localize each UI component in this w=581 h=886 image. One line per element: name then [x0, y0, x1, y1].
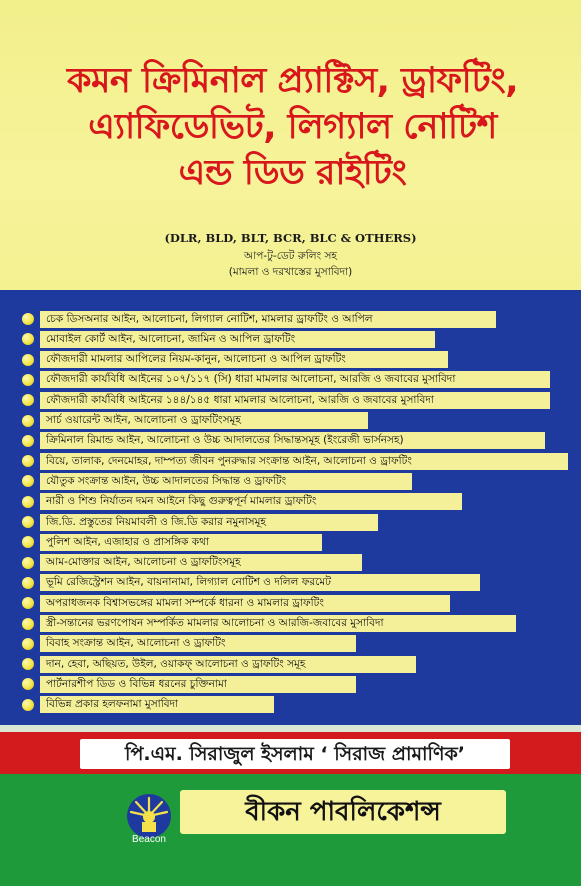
contents-item-text: ফৌজদারী কার্যবিধি আইনের ১৪৪/১৪৫ ধারা মামলার আলোচনা, আরজি ও জবাবের মুসাবিদা	[40, 392, 550, 409]
contents-item	[22, 452, 568, 470]
bullet-icon	[22, 516, 34, 528]
author-name: পি.এম. সিরাজুল ইসলাম ‘ সিরাজ প্রামাণিক’	[80, 739, 510, 769]
contents-item-text: সার্চ ওয়ারেন্ট আইন, আলোচনা ও ড্রাফটিংসমূহ	[40, 412, 368, 429]
bullet-icon	[22, 333, 34, 345]
contents-item	[22, 391, 550, 409]
contents-item	[22, 554, 362, 572]
bullet-icon	[22, 394, 34, 406]
contents-item-text: বিয়ে, তালাক, দেনমোহর, দাম্পত্য জীবন পুনরুদ্ধার সংক্রান্ত আইন, আলোচনা ও ড্রাফটিং	[40, 453, 568, 470]
title-line-1: কমন ক্রিমিনাল প্র্যাক্টিস, ড্রাফটিং,	[66, 61, 519, 101]
logo-caption: Beacon	[132, 834, 166, 845]
bullet-icon	[22, 658, 34, 670]
contents-item-text: আম-মোক্তার আইন, আলোচনা ও ড্রাফটিংসমূহ	[40, 554, 362, 571]
law-reports-subtitle: (DLR, BLD, BLT, BCR, BLC & OTHERS)	[164, 231, 417, 245]
contents-item	[22, 371, 550, 389]
bullet-icon	[22, 618, 34, 630]
contents-item-text: ফৌজদারী কার্যবিধি আইনের ১০৭/১১৭ (সি) ধারা মামলার আলোচনা, আরজি ও জবাবের মুসাবিদা	[40, 371, 550, 388]
contents-item	[22, 635, 356, 653]
title-line-2: এ্যাফিডেভিট, লিগ্যাল নোটিশ	[88, 107, 497, 147]
contents-item	[22, 533, 322, 551]
contents-item-text: বিভিন্ন প্রকার হলফনামা মুসাবিদা	[40, 696, 274, 713]
bullet-icon	[22, 415, 34, 427]
bullet-icon	[22, 435, 34, 447]
bullet-icon	[22, 354, 34, 366]
contents-item	[22, 594, 450, 612]
bullet-icon	[22, 536, 34, 548]
title-line-3: এন্ড ডিড রাইটিং	[178, 153, 407, 193]
bullet-icon	[22, 638, 34, 650]
contents-item-text: স্ত্রী-সন্তানের ভরণপোষন সম্পর্কিত মামলার আলোচনা ও আরজি-জবাবের মুসাবিদা	[40, 615, 516, 632]
contents-item	[22, 655, 416, 673]
contents-item	[22, 675, 356, 693]
bullet-icon	[22, 475, 34, 487]
bullet-icon	[22, 699, 34, 711]
contents-item-text: ফৌজদারী মামলার আপিলের নিয়ম-কানুন, আলোচনা ও আপিল ড্রাফটিং	[40, 351, 448, 368]
contents-item	[22, 574, 480, 592]
contents-item-text: পুলিশ আইন, এজাহার ও প্রাসঙ্গিক কথা	[40, 534, 322, 551]
contents-item	[22, 330, 435, 348]
contents-item-text: অপরাধজনক বিশ্বাসভঙ্গের মামলা সম্পর্কে ধারনা ও মামলার ড্রাফটিং	[40, 595, 450, 612]
contents-item-text: জি.ডি. প্রস্তুতের নিয়মাবলী ও জি.ডি করার নমুনাসমূহ	[40, 514, 378, 531]
bullet-icon	[22, 678, 34, 690]
bullet-icon	[22, 597, 34, 609]
publisher-name: বীকন পাবলিকেশন্স	[180, 790, 506, 834]
contents-item-text: বিবাহ সংক্রান্ত আইন, আলোচনা ও ড্রাফটিং	[40, 635, 356, 652]
contents-item	[22, 615, 516, 633]
contents-item-text: যৌতুক সংক্রান্ত আইন, উচ্চ আদালতের সিদ্ধান্ত ও ড্রাফটিং	[40, 473, 412, 490]
contents-item	[22, 412, 368, 430]
bullet-icon	[22, 557, 34, 569]
contents-item-text: চেক ডিসঅনার আইন, আলোচনা, লিগ্যাল নোটিশ, মামলার ড্রাফটিং ও আপিল	[40, 311, 496, 328]
bullet-icon	[22, 374, 34, 386]
bullet-icon	[22, 455, 34, 467]
contents-item	[22, 351, 448, 369]
contents-item	[22, 310, 496, 328]
drafts-subtitle: (মামলা ও দরখাস্তের মুসাবিদা)	[228, 266, 353, 278]
contents-item-text: মোবাইল কোর্ট আইন, আলোচনা, জামিন ও আপিল ড্রাফটিং	[40, 331, 435, 348]
contents-item-text: ভূমি রেজিস্ট্রেশন আইন, বায়নানামা, লিগ্যাল নোটিশ ও দলিল ফরমেট	[40, 574, 480, 591]
contents-item	[22, 696, 274, 714]
contents-item	[22, 432, 545, 450]
contents-item-text: নারী ও শিশু নির্যাতন দমন আইনে কিছু গুরুত্বপূর্ন মামলার ড্রাফটিং	[40, 493, 462, 510]
bullet-icon	[22, 496, 34, 508]
contents-list	[22, 310, 570, 716]
contents-item	[22, 472, 412, 490]
contents-item-text: পার্টনারশীপ ডিড ও বিভিন্ন ধরনের চুক্তিনামা	[40, 676, 356, 693]
contents-item-text: ক্রিমিনাল রিমান্ড আইন, আলোচনা ও উচ্চ আদালতের সিদ্ধান্তসমূহ (ইংরেজী ভার্সনসহ)	[40, 432, 545, 449]
contents-item	[22, 513, 378, 531]
bullet-icon	[22, 577, 34, 589]
contents-item-text: দান, হেবা, অছিয়ত, উইল, ওয়াকফ্‌ আলোচনা ও ড্রাফটিং সমূহ	[40, 656, 416, 673]
contents-item	[22, 493, 462, 511]
bullet-icon	[22, 313, 34, 325]
rulings-subtitle: আপ-টু-ডেট রুলিং সহ	[244, 250, 337, 262]
